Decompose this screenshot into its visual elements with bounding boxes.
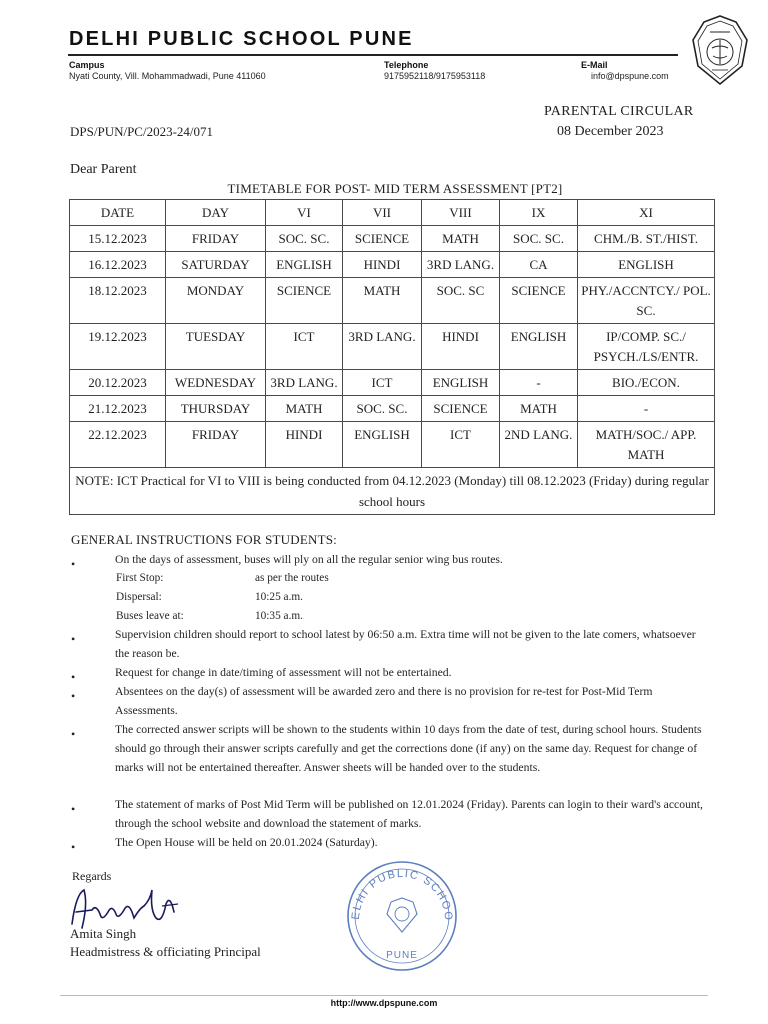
cell-viii: 3RD LANG. [422, 252, 500, 278]
cell-vii: 3RD LANG. [343, 324, 422, 370]
table-row [70, 396, 715, 422]
instruction-item: Request for change in date/timing of assessment will not be entertained. [115, 666, 452, 679]
cell-ix: CA [500, 252, 578, 278]
cell-day: SATURDAY [166, 252, 266, 278]
bullet-mark: • [71, 670, 76, 684]
bus-detail-value: 10:25 a.m. [255, 591, 304, 603]
cell-vi: SOC. SC. [266, 226, 343, 252]
bus-detail-value: 10:35 a.m. [255, 610, 304, 622]
email-label: E-Mail [581, 60, 608, 70]
cell-xi: ENGLISH [578, 252, 715, 278]
cell-ix: SOC. SC. [500, 226, 578, 252]
cell-ix: SCIENCE [500, 278, 578, 324]
cell-viii: ICT [422, 422, 500, 468]
cell-vi: ENGLISH [266, 252, 343, 278]
cell-vi: SCIENCE [266, 278, 343, 324]
cell-ix: MATH [500, 396, 578, 422]
campus-label: Campus [69, 60, 105, 70]
instruction-item: On the days of assessment, buses will ply on all the regular senior wing bus routes. [115, 553, 503, 566]
cell-date: 18.12.2023 [70, 278, 166, 324]
timetable [69, 199, 715, 515]
cell-xi: PHY./ACCNTCY./ POL. SC. [578, 278, 715, 324]
cell-viii: ENGLISH [422, 370, 500, 396]
bus-detail-label: Dispersal: [116, 591, 162, 603]
cell-viii: MATH [422, 226, 500, 252]
cell-viii: HINDI [422, 324, 500, 370]
header-class-viii: VIII [422, 200, 500, 226]
table-row [70, 278, 715, 324]
bullet-mark: • [71, 689, 76, 703]
header-class-vii: VII [343, 200, 422, 226]
cell-vii: HINDI [343, 252, 422, 278]
circular-date: 08 December 2023 [557, 124, 664, 139]
school-seal [337, 858, 467, 973]
table-row [70, 252, 715, 278]
header-day: DAY [166, 200, 266, 226]
svg-text:PUNE: PUNE [386, 950, 418, 961]
cell-ix: 2ND LANG. [500, 422, 578, 468]
table-row [70, 422, 715, 468]
cell-xi: BIO./ECON. [578, 370, 715, 396]
cell-viii: SCIENCE [422, 396, 500, 422]
table-row [70, 226, 715, 252]
cell-vii: SOC. SC. [343, 396, 422, 422]
cell-vii: MATH [343, 278, 422, 324]
campus-address: Nyati County, Vill. Mohammadwadi, Pune 411060 [69, 71, 266, 81]
table-row [70, 324, 715, 370]
cell-date: 19.12.2023 [70, 324, 166, 370]
telephone-label: Telephone [384, 60, 429, 70]
salutation: Dear Parent [70, 162, 137, 177]
cell-xi: CHM./B. ST./HIST. [578, 226, 715, 252]
cell-xi: IP/COMP. SC./ PSYCH./LS/ENTR. [578, 324, 715, 370]
footer-rule [60, 995, 708, 996]
bullet-mark: • [71, 557, 76, 571]
header-class-xi: XI [578, 200, 715, 226]
header-rule [68, 54, 678, 56]
cell-date: 16.12.2023 [70, 252, 166, 278]
instruction-item: The Open House will be held on 20.01.2024 (Saturday). [115, 836, 378, 849]
instruction-item: Absentees on the day(s) of assessment will be awarded zero and there is no provision for re-test for Post-Mid Term Assessments. [115, 685, 653, 717]
bus-detail-label: Buses leave at: [116, 610, 184, 622]
cell-vi: HINDI [266, 422, 343, 468]
cell-vi: 3RD LANG. [266, 370, 343, 396]
regards: Regards [72, 869, 112, 883]
bus-detail-value: as per the routes [255, 572, 329, 584]
cell-day: TUESDAY [166, 324, 266, 370]
note-row [70, 468, 715, 515]
instruction-item: The statement of marks of Post Mid Term will be published on 12.01.2024 (Friday). Parents can login to their ward's account, through the school website and download the statement of marks. [115, 798, 703, 830]
signatory-designation: Headmistress & officiating Principal [70, 944, 261, 959]
bullet-mark: • [71, 802, 76, 816]
cell-date: 22.12.2023 [70, 422, 166, 468]
school-logo [690, 14, 750, 86]
bullet-mark: • [71, 632, 76, 646]
bullet-mark: • [71, 727, 76, 741]
bus-detail-label: First Stop: [116, 572, 164, 584]
cell-date: 20.12.2023 [70, 370, 166, 396]
telephone-value: 9175952118/9175953118 [384, 71, 486, 81]
circular-reference: DPS/PUN/PC/2023-24/071 [70, 124, 214, 139]
header-date: DATE [70, 200, 166, 226]
cell-day: MONDAY [166, 278, 266, 324]
cell-viii: SOC. SC [422, 278, 500, 324]
instructions-title: GENERAL INSTRUCTIONS FOR STUDENTS: [71, 532, 337, 547]
circular-title: PARENTAL CIRCULAR [544, 104, 694, 119]
cell-date: 21.12.2023 [70, 396, 166, 422]
cell-vi: ICT [266, 324, 343, 370]
cell-ix: ENGLISH [500, 324, 578, 370]
cell-vii: ICT [343, 370, 422, 396]
cell-day: FRIDAY [166, 226, 266, 252]
cell-day: FRIDAY [166, 422, 266, 468]
cell-date: 15.12.2023 [70, 226, 166, 252]
header-class-ix: IX [500, 200, 578, 226]
signatory-name: Amita Singh [70, 926, 137, 941]
timetable-title: TIMETABLE FOR POST- MID TERM ASSESSMENT [PT2] [227, 181, 563, 196]
cell-xi: - [578, 396, 715, 422]
bullet-mark: • [71, 840, 76, 854]
instruction-item: The corrected answer scripts will be shown to the students within 10 days from the date of test, during school hours. Students should go through their answer scripts carefully and get the corrections done (if any) on the same day. Request for change of marks will not be entertained thereafter. Answer sheets will be handed over to the students. [115, 723, 702, 774]
email-value: info@dpspune.com [591, 71, 669, 81]
timetable-note: NOTE: ICT Practical for VI to VIII is being conducted from 04.12.2023 (Monday) till 08.12.2023 (Friday) during regular school hours [70, 468, 715, 515]
website-url: http://www.dpspune.com [330, 998, 438, 1008]
table-row [70, 370, 715, 396]
cell-vii: ENGLISH [343, 422, 422, 468]
header-class-vi: VI [266, 200, 343, 226]
instruction-item: Supervision children should report to school latest by 06:50 a.m. Extra time will not be given to the late comers, whatsoever the reason be. [115, 628, 696, 660]
svg-text:DELHI PUBLIC SCHOOL: ELHI PUBLIC SCHOO [349, 867, 455, 922]
school-name: DELHI PUBLIC SCHOOL PUNE [69, 28, 414, 50]
cell-ix: - [500, 370, 578, 396]
cell-day: WEDNESDAY [166, 370, 266, 396]
cell-xi: MATH/SOC./ APP. MATH [578, 422, 715, 468]
timetable-header-row [70, 200, 715, 226]
cell-vi: MATH [266, 396, 343, 422]
cell-day: THURSDAY [166, 396, 266, 422]
cell-vii: SCIENCE [343, 226, 422, 252]
